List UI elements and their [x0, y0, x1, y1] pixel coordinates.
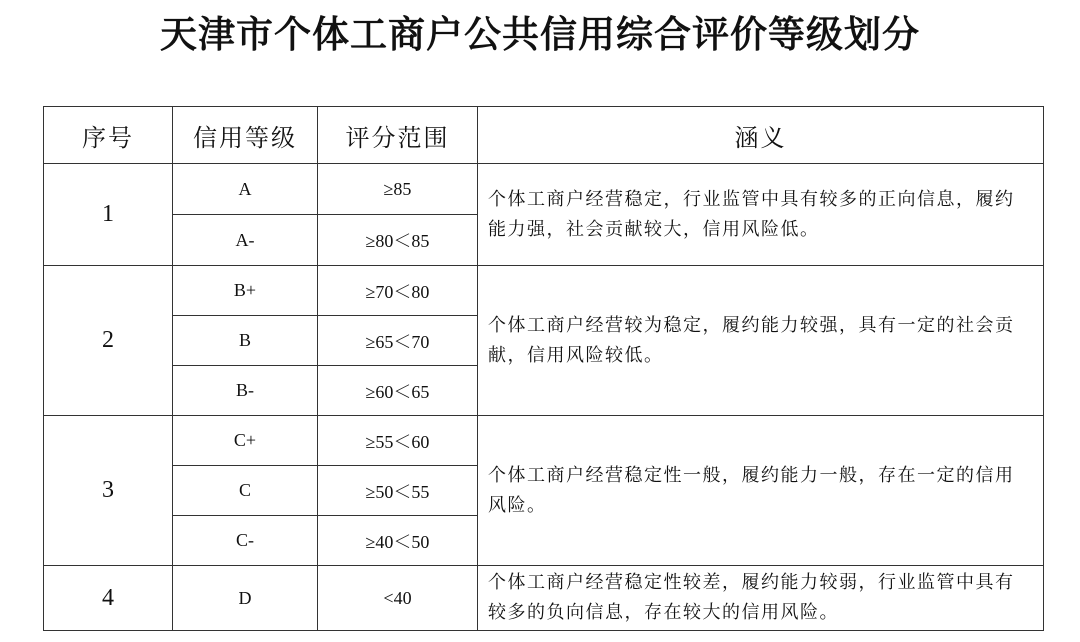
credit-level-cell: B+: [173, 266, 318, 316]
meaning-cell: 个体工商户经营较为稳定，履约能力较强，具有一定的社会贡献，信用风险较低。: [478, 266, 1044, 416]
meaning-cell: 个体工商户经营稳定性较差，履约能力较弱，行业监管中具有较多的负向信息，存在较大的信用风险。: [478, 566, 1044, 631]
score-range-cell: ≥55＜60: [318, 416, 478, 466]
header-score-range: 评分范围: [318, 107, 478, 164]
score-range-cell: <40: [318, 566, 478, 631]
credit-level-cell: C-: [173, 516, 318, 566]
credit-level-cell: A: [173, 164, 318, 215]
header-serial-number: 序号: [44, 107, 173, 164]
table-row: [44, 266, 1044, 316]
header-meaning: 涵义: [478, 107, 1044, 164]
serial-number-cell: 3: [44, 416, 173, 566]
score-range-cell: ≥85: [318, 164, 478, 215]
table-row: [44, 566, 1044, 631]
serial-number-cell: 1: [44, 164, 173, 266]
score-range-cell: ≥80＜85: [318, 215, 478, 266]
credit-level-cell: B-: [173, 366, 318, 416]
credit-level-cell: D: [173, 566, 318, 631]
meaning-cell: 个体工商户经营稳定，行业监管中具有较多的正向信息，履约能力强，社会贡献较大，信用风险低。: [478, 164, 1044, 266]
credit-level-cell: C: [173, 466, 318, 516]
page-title: 天津市个体工商户公共信用综合评价等级划分: [160, 12, 920, 56]
credit-rating-table: [43, 106, 1044, 631]
credit-level-cell: C+: [173, 416, 318, 466]
table-row: [44, 416, 1044, 466]
serial-number-cell: 2: [44, 266, 173, 416]
credit-level-cell: A-: [173, 215, 318, 266]
score-range-cell: ≥40＜50: [318, 516, 478, 566]
table-row: [44, 164, 1044, 215]
score-range-cell: ≥60＜65: [318, 366, 478, 416]
score-range-cell: ≥70＜80: [318, 266, 478, 316]
header-credit-level: 信用等级: [173, 107, 318, 164]
score-range-cell: ≥50＜55: [318, 466, 478, 516]
score-range-cell: ≥65＜70: [318, 316, 478, 366]
meaning-cell: 个体工商户经营稳定性一般，履约能力一般，存在一定的信用风险。: [478, 416, 1044, 566]
serial-number-cell: 4: [44, 566, 173, 631]
credit-level-cell: B: [173, 316, 318, 366]
table-header-row: [44, 107, 1044, 164]
